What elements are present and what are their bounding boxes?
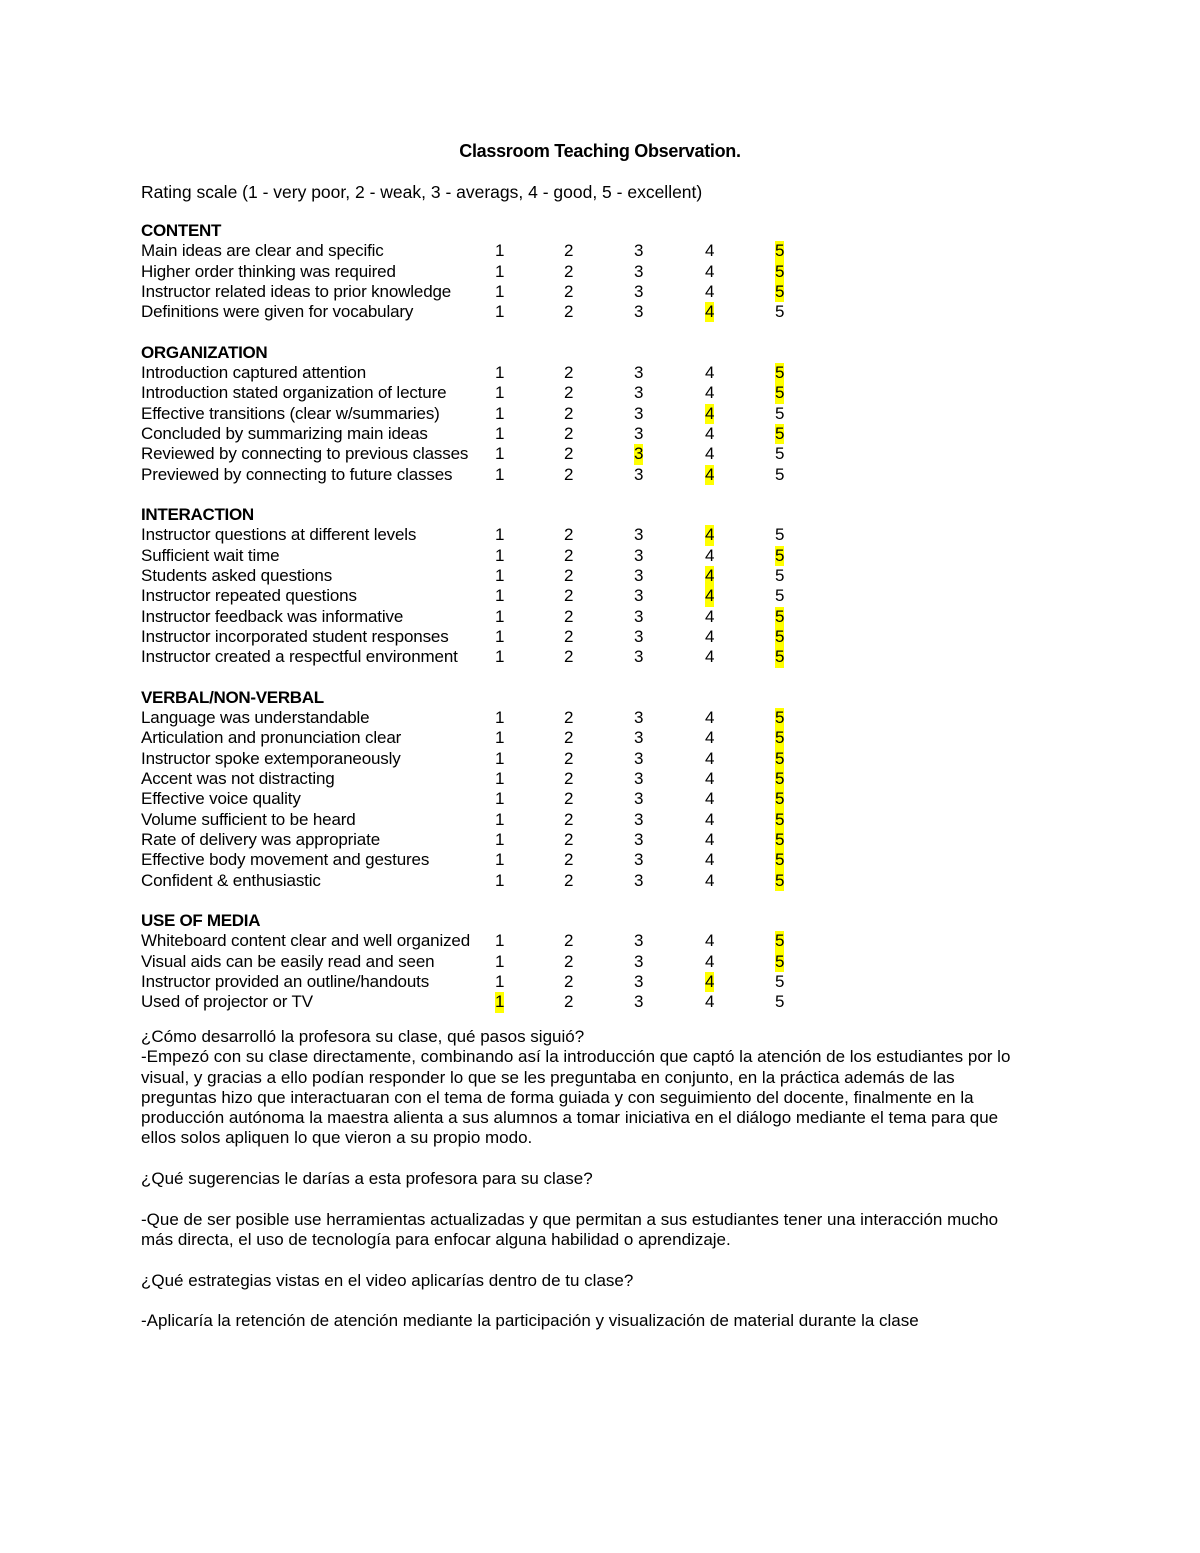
rating-row (141, 627, 861, 647)
criterion-label: Definitions were given for vocabulary (141, 302, 414, 322)
rating-option: 3 (634, 748, 644, 768)
rating-option: 1 (495, 870, 505, 890)
rating-option: 2 (564, 728, 574, 748)
rating-option: 2 (564, 647, 574, 667)
rating-option: 1 (495, 951, 505, 971)
rating-option: 1 (495, 363, 505, 383)
document-title: Classroom Teaching Observation. (459, 141, 741, 161)
rating-option-selected: 4 (705, 525, 715, 545)
rating-option: 2 (564, 261, 574, 281)
rating-option: 3 (634, 647, 644, 667)
criterion-label: Instructor feedback was informative (141, 606, 404, 626)
criterion-label: Rate of delivery was appropriate (141, 829, 380, 849)
answer-line: producción autónoma la maestra alienta a sus alumnos a tomar iniciativa en el diálogo mediante el tema para que (141, 1108, 999, 1128)
rating-option-selected: 4 (705, 302, 715, 322)
rating-option: 1 (495, 281, 505, 301)
rating-option: 4 (705, 931, 715, 951)
rating-option: 3 (634, 829, 644, 849)
rating-option: 1 (495, 464, 505, 484)
answer-line: visual, y gracias a ello podían responder lo que se les preguntaba en conjunto, en la práctica además de las (141, 1067, 955, 1087)
rating-option: 2 (564, 769, 574, 789)
rating-row (141, 789, 861, 809)
rating-option: 2 (564, 931, 574, 951)
rating-option: 3 (634, 951, 644, 971)
rating-option: 2 (564, 241, 574, 261)
criterion-label: Instructor incorporated student responses (141, 626, 449, 646)
rating-option: 2 (564, 383, 574, 403)
question: ¿Qué sugerencias le darías a esta profesora para su clase? (141, 1169, 593, 1189)
rating-option: 4 (705, 850, 715, 870)
rating-row (141, 850, 861, 870)
rating-option: 2 (564, 363, 574, 383)
rating-option: 3 (634, 302, 644, 322)
section-heading: ORGANIZATION (141, 342, 268, 362)
rating-option: 2 (564, 971, 574, 991)
rating-option-selected: 4 (705, 586, 715, 606)
rating-option: 1 (495, 383, 505, 403)
section-heading: CONTENT (141, 221, 222, 240)
rating-option-selected: 5 (775, 647, 785, 667)
rating-option: 3 (634, 281, 644, 301)
rating-option: 2 (564, 870, 574, 890)
rating-option: 2 (564, 464, 574, 484)
answer-line: -Empezó con su clase directamente, combinando así la introducción que captó la atención de los estudiantes por lo (141, 1047, 1011, 1067)
section-heading: VERBAL/NON-VERBAL (141, 687, 324, 707)
rating-row (141, 444, 861, 464)
rating-option: 4 (705, 626, 715, 646)
section-heading: USE OF MEDIA (141, 911, 261, 931)
rating-row (141, 302, 861, 322)
rating-option: 3 (634, 870, 644, 890)
rating-option: 2 (564, 748, 574, 768)
rating-option: 5 (775, 464, 785, 484)
rating-option: 5 (775, 971, 785, 991)
rating-option: 1 (495, 748, 505, 768)
criterion-label: Used of projector or TV (141, 992, 313, 1012)
rating-row (141, 566, 861, 586)
rating-option: 2 (564, 606, 574, 626)
rating-option: 1 (495, 809, 505, 829)
rating-option: 4 (705, 708, 715, 728)
rating-option: 3 (634, 363, 644, 383)
rating-row (141, 241, 861, 261)
rating-option: 1 (495, 241, 505, 261)
criterion-label: Accent was not distracting (141, 769, 335, 789)
criterion-label: Sufficient wait time (141, 545, 280, 565)
rating-option: 4 (705, 383, 715, 403)
criterion-label: Language was understandable (141, 708, 370, 728)
rating-scale-legend: Rating scale (1 - very poor, 2 - weak, 3 - averags, 4 - good, 5 - excellent) (141, 182, 703, 202)
criterion-label: Reviewed by connecting to previous classes (141, 444, 469, 464)
rating-option-selected: 5 (775, 626, 785, 646)
rating-option-selected: 5 (775, 728, 785, 748)
questions-and-answers (141, 1027, 1061, 1331)
rating-option: 3 (634, 626, 644, 646)
rating-option: 1 (495, 586, 505, 606)
rating-option: 2 (564, 789, 574, 809)
rating-option: 2 (564, 708, 574, 728)
answer-line: preguntas hizo que interactuaran con el tema de forma guiada y con seguimiento del docente, finalmente en la (141, 1087, 974, 1107)
spacer (141, 1189, 1061, 1209)
section-heading: INTERACTION (141, 505, 254, 525)
rating-option: 4 (705, 423, 715, 443)
rating-option: 1 (495, 728, 505, 748)
rating-option: 4 (705, 870, 715, 890)
rating-option: 5 (775, 444, 785, 464)
rating-row (141, 647, 861, 667)
section-interaction (141, 505, 861, 667)
rating-option-selected: 4 (705, 464, 715, 484)
criterion-label: Introduction stated organization of lecture (141, 383, 447, 403)
criterion-label: Effective body movement and gestures (141, 850, 430, 870)
rating-option: 4 (705, 789, 715, 809)
rating-option: 1 (495, 566, 505, 586)
rating-row (141, 728, 861, 748)
rating-option: 1 (495, 829, 505, 849)
rating-option: 3 (634, 423, 644, 443)
rating-option: 2 (564, 444, 574, 464)
rating-option: 4 (705, 444, 715, 464)
rating-row (141, 708, 861, 728)
rating-option: 1 (495, 647, 505, 667)
question: ¿Qué estrategias vistas en el video aplicarías dentro de tu clase? (141, 1270, 634, 1290)
rating-option: 4 (705, 809, 715, 829)
section-use-of-media (141, 911, 861, 1012)
rating-option: 1 (495, 850, 505, 870)
rating-option: 2 (564, 403, 574, 423)
rating-option: 2 (564, 850, 574, 870)
rating-option: 1 (495, 931, 505, 951)
rating-option: 3 (634, 383, 644, 403)
rating-option-selected: 5 (775, 708, 785, 728)
rating-option: 1 (495, 708, 505, 728)
rating-option-selected: 1 (495, 992, 505, 1012)
rating-row (141, 525, 861, 545)
rating-option-selected: 5 (775, 850, 785, 870)
rating-option: 4 (705, 363, 715, 383)
rating-option: 1 (495, 769, 505, 789)
rating-option: 2 (564, 566, 574, 586)
rating-option: 3 (634, 606, 644, 626)
rating-option: 3 (634, 728, 644, 748)
rating-option-selected: 5 (775, 951, 785, 971)
rating-option: 1 (495, 789, 505, 809)
rating-option: 1 (495, 261, 505, 281)
rating-row (141, 586, 861, 606)
rating-row (141, 607, 861, 627)
rating-option: 2 (564, 545, 574, 565)
rating-option: 4 (705, 748, 715, 768)
rating-row (141, 749, 861, 769)
rating-option: 5 (775, 992, 785, 1012)
criterion-label: Introduction captured attention (141, 363, 367, 383)
rating-option: 2 (564, 829, 574, 849)
rating-row (141, 262, 861, 282)
rating-option-selected: 5 (775, 606, 785, 626)
rating-option: 1 (495, 302, 505, 322)
rating-option: 1 (495, 525, 505, 545)
rating-row (141, 931, 861, 951)
question: ¿Cómo desarrolló la profesora su clase, qué pasos siguió? (141, 1027, 585, 1046)
rating-option: 3 (634, 992, 644, 1012)
rating-option-selected: 5 (775, 423, 785, 443)
rating-option: 2 (564, 626, 574, 646)
rating-option: 3 (634, 566, 644, 586)
rating-option: 1 (495, 423, 505, 443)
rating-option: 4 (705, 545, 715, 565)
rating-row (141, 383, 861, 403)
rating-option: 3 (634, 850, 644, 870)
criterion-label: Effective transitions (clear w/summaries) (141, 403, 440, 423)
rating-option-selected: 5 (775, 383, 785, 403)
rating-option-selected: 5 (775, 769, 785, 789)
rating-option: 5 (775, 525, 785, 545)
rating-option: 2 (564, 281, 574, 301)
rating-option: 3 (634, 931, 644, 951)
rating-option: 1 (495, 444, 505, 464)
rating-option: 2 (564, 809, 574, 829)
answer-line: ellos solos apliquen lo que vieron a su propio modo. (141, 1128, 533, 1148)
rating-option: 3 (634, 708, 644, 728)
rating-option: 3 (634, 586, 644, 606)
criterion-label: Main ideas are clear and specific (141, 241, 384, 261)
rating-row (141, 363, 861, 383)
section-verbal-non-verbal (141, 688, 861, 891)
rating-option: 4 (705, 261, 715, 281)
answer-line: -Aplicaría la retención de atención mediante la participación y visualización de material durante la clase (141, 1311, 919, 1331)
criterion-label: Confident & enthusiastic (141, 870, 321, 890)
rating-row (141, 282, 861, 302)
rating-option: 1 (495, 626, 505, 646)
criterion-label: Previewed by connecting to future classes (141, 464, 453, 484)
criterion-label: Instructor questions at different levels (141, 525, 417, 545)
rating-option-selected: 4 (705, 566, 715, 586)
answer-line: -Que de ser posible use herramientas actualizadas y que permitan a sus estudiantes tener una interacción mucho (141, 1209, 999, 1229)
rating-option: 1 (495, 971, 505, 991)
rating-option: 4 (705, 992, 715, 1012)
spacer (141, 1149, 1061, 1169)
rating-row (141, 810, 861, 830)
rating-option: 2 (564, 586, 574, 606)
rating-row (141, 465, 861, 485)
rating-sections (141, 221, 861, 1033)
rating-option: 4 (705, 281, 715, 301)
rating-option-selected: 5 (775, 809, 785, 829)
rating-option-selected: 5 (775, 829, 785, 849)
rating-option-selected: 5 (775, 748, 785, 768)
criterion-label: Higher order thinking was required (141, 261, 396, 281)
rating-option: 3 (634, 809, 644, 829)
rating-option: 4 (705, 829, 715, 849)
rating-option-selected: 4 (705, 403, 715, 423)
rating-row (141, 424, 861, 444)
rating-option: 3 (634, 525, 644, 545)
criterion-label: Volume sufficient to be heard (141, 809, 356, 829)
rating-option: 4 (705, 606, 715, 626)
rating-option: 4 (705, 951, 715, 971)
answer-line: más directa, el uso de tecnología para enfocar alguna habilidad o aprendizaje. (141, 1229, 731, 1249)
rating-option: 3 (634, 769, 644, 789)
rating-option: 2 (564, 951, 574, 971)
section-content (141, 221, 861, 322)
rating-option-selected: 5 (775, 545, 785, 565)
rating-option-selected: 3 (634, 444, 644, 464)
rating-option: 5 (775, 403, 785, 423)
rating-option: 3 (634, 403, 644, 423)
rating-option: 1 (495, 606, 505, 626)
section-organization (141, 343, 861, 485)
rating-option-selected: 5 (775, 363, 785, 383)
rating-option: 2 (564, 423, 574, 443)
rating-option: 1 (495, 545, 505, 565)
rating-row (141, 404, 861, 424)
criterion-label: Articulation and pronunciation clear (141, 728, 402, 748)
criterion-label: Instructor provided an outline/handouts (141, 971, 430, 991)
rating-option: 4 (705, 241, 715, 261)
rating-row (141, 546, 861, 566)
rating-option: 3 (634, 261, 644, 281)
criterion-label: Effective voice quality (141, 789, 301, 809)
rating-option: 3 (634, 789, 644, 809)
rating-option-selected: 5 (775, 281, 785, 301)
rating-option: 4 (705, 728, 715, 748)
spacer (141, 1291, 1061, 1311)
criterion-label: Instructor repeated questions (141, 586, 357, 606)
criterion-label: Instructor created a respectful environment (141, 647, 458, 667)
criterion-label: Students asked questions (141, 566, 333, 586)
rating-option: 3 (634, 464, 644, 484)
criterion-label: Visual aids can be easily read and seen (141, 951, 435, 971)
spacer (141, 1250, 1061, 1270)
rating-option: 2 (564, 302, 574, 322)
rating-option: 3 (634, 241, 644, 261)
criterion-label: Concluded by summarizing main ideas (141, 423, 428, 443)
rating-option-selected: 5 (775, 870, 785, 890)
rating-row (141, 972, 861, 992)
rating-row (141, 992, 861, 1012)
rating-option: 3 (634, 545, 644, 565)
rating-row (141, 952, 861, 972)
criterion-label: Whiteboard content clear and well organized (141, 931, 471, 951)
rating-option-selected: 5 (775, 931, 785, 951)
rating-option-selected: 5 (775, 241, 785, 261)
rating-option: 5 (775, 302, 785, 322)
rating-option: 2 (564, 525, 574, 545)
rating-option-selected: 5 (775, 261, 785, 281)
rating-row (141, 830, 861, 850)
rating-option: 5 (775, 586, 785, 606)
rating-option: 4 (705, 647, 715, 667)
criterion-label: Instructor related ideas to prior knowledge (141, 281, 452, 301)
rating-option: 4 (705, 769, 715, 789)
rating-option: 1 (495, 403, 505, 423)
rating-option-selected: 4 (705, 971, 715, 991)
rating-row (141, 871, 861, 891)
rating-option: 5 (775, 566, 785, 586)
rating-option-selected: 5 (775, 789, 785, 809)
rating-option: 3 (634, 971, 644, 991)
criterion-label: Instructor spoke extemporaneously (141, 748, 401, 768)
rating-row (141, 769, 861, 789)
rating-option: 2 (564, 992, 574, 1012)
